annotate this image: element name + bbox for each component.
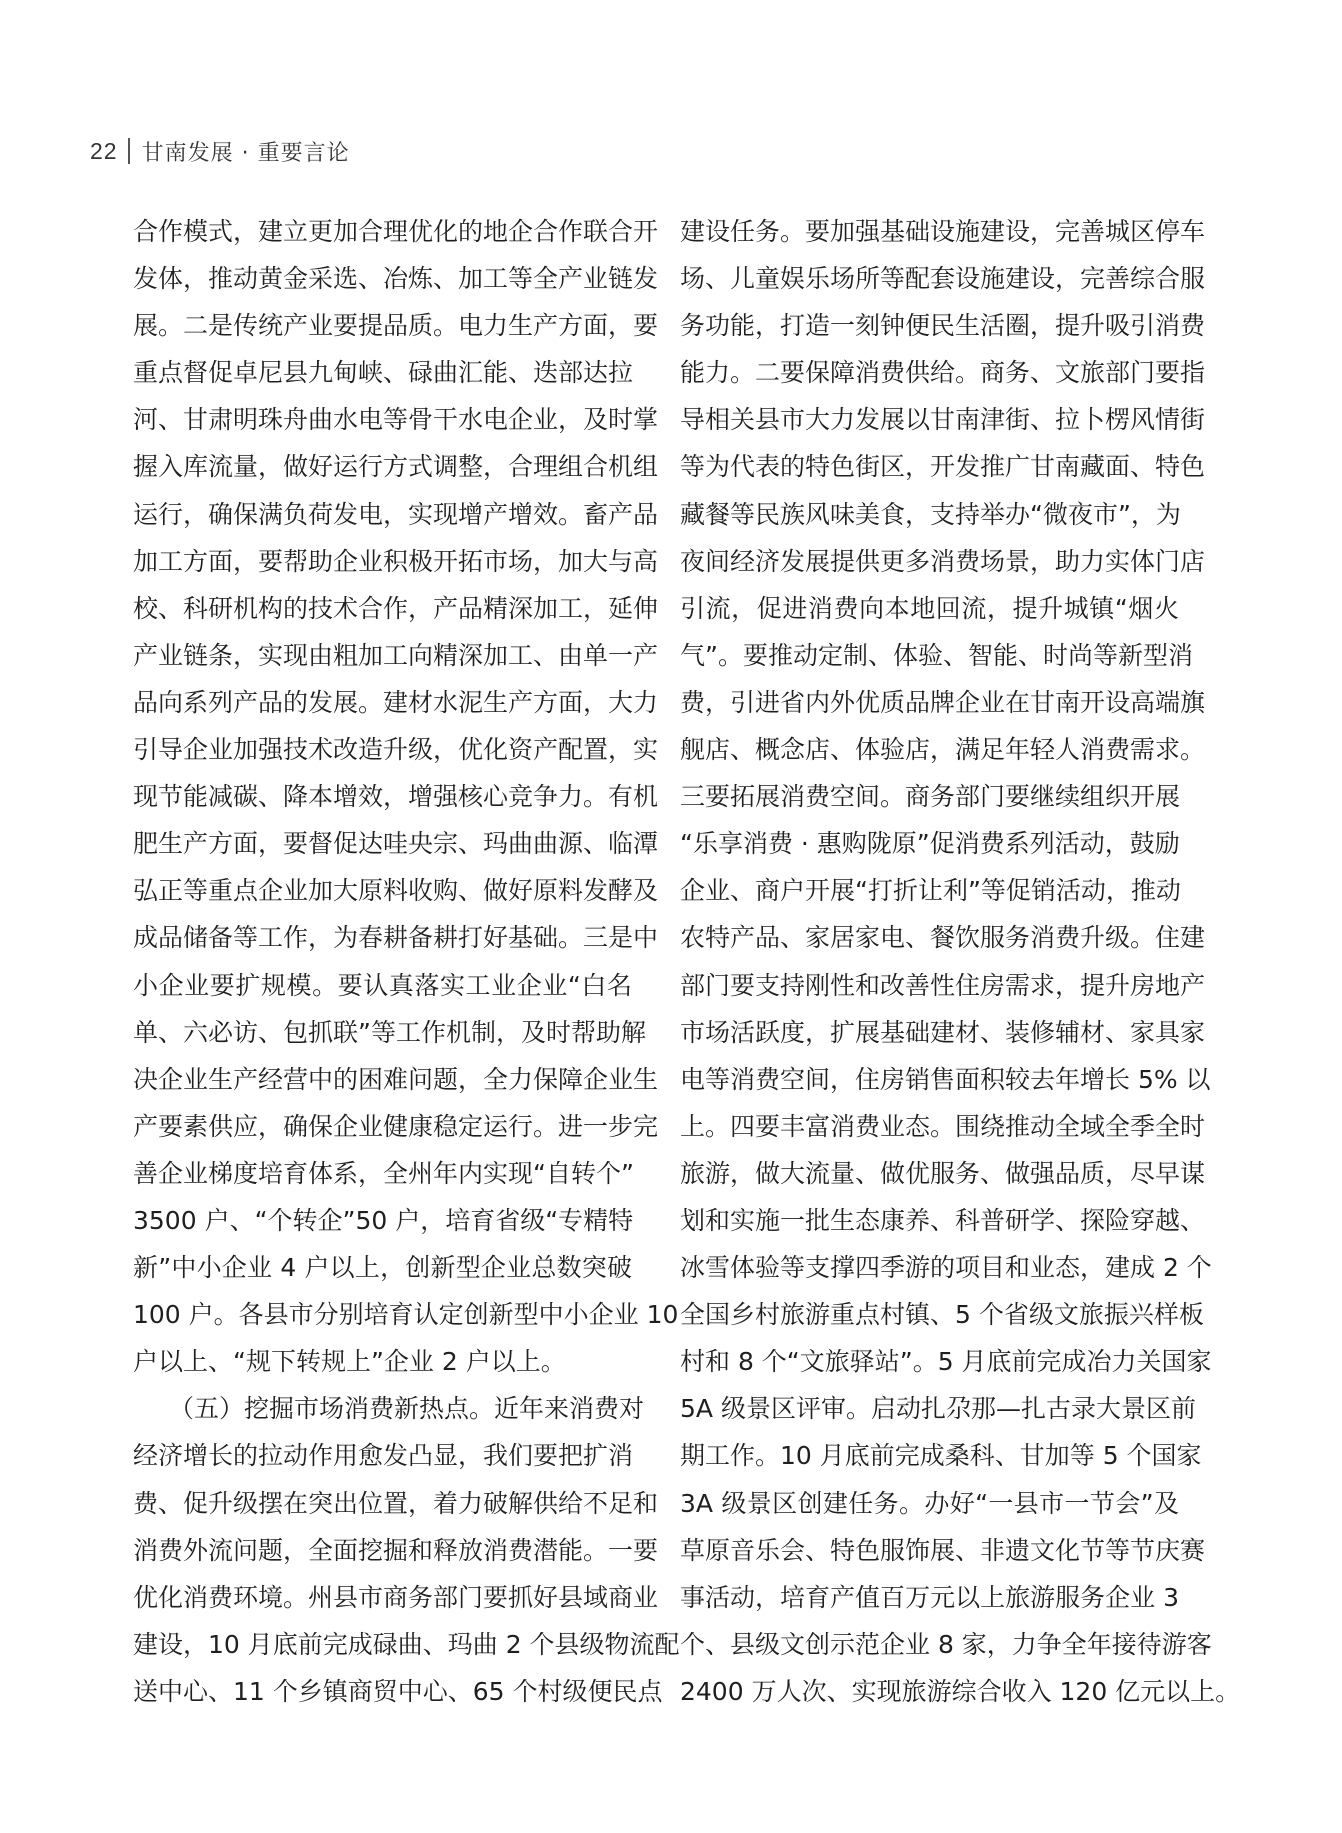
text-line: 握入库流量，做好运行方式调整，合理组合机组 [133, 452, 659, 482]
text-line: 气”。要推动定制、体验、智能、时尚等新型消 [680, 640, 1193, 670]
text-line: 三要拓展消费空间。商务部门要继续组织开展 [680, 782, 1181, 812]
left-column [133, 208, 680, 1715]
text-line: 新”中小企业 4 户以上，创新型企业总数突破 [133, 1253, 632, 1283]
right-column [680, 208, 1241, 1715]
text-line: 市场活跃度，扩展基础建材、装修辅材、家具家 [680, 1017, 1206, 1047]
text-line: 上。四要丰富消费业态。围绕推动全域全季全时 [680, 1111, 1206, 1141]
subsection-heading-line: （五）挖掘市场消费新热点。近年来消费对 [169, 1394, 645, 1424]
text-line: 期工作。10 月底前完成桑科、甘加等 5 个国家 [680, 1441, 1202, 1471]
text-line: 100 户。各县市分别培育认定创新型中小企业 10 [133, 1300, 679, 1330]
text-line: 河、甘肃明珠舟曲水电等骨干水电企业，及时掌 [133, 405, 659, 435]
text-line: 产要素供应，确保企业健康稳定运行。进一步完 [133, 1111, 659, 1141]
text-line: 费、促升级摆在突出位置，着力破解供给不足和 [133, 1488, 659, 1518]
text-line: 加工方面，要帮助企业积极开拓市场，加大与高 [133, 546, 659, 576]
paragraph-end-line: 2400 万人次、实现旅游综合收入 120 亿元以上。 [680, 1676, 1241, 1706]
text-line: 消费外流问题，全面挖掘和释放消费潜能。一要 [133, 1535, 659, 1565]
text-line: 引导企业加强技术改造升级，优化资产配置，实 [133, 735, 659, 765]
text-line: 3500 户、“个转企”50 户，培育省级“专精特 [133, 1205, 634, 1235]
text-line: 全国乡村旅游重点村镇、5 个省级文旅振兴样板 [680, 1300, 1204, 1330]
text-line: 引流，促进消费向本地回流，提升城镇“烟火 [680, 593, 1179, 623]
text-line: 善企业梯度培育体系，全州年内实现“自转个” [133, 1158, 634, 1188]
text-line: 农特产品、家居家电、餐饮服务消费升级。住建 [680, 923, 1206, 953]
text-line: 企业、商户开展“打折让利”等促销活动，推动 [680, 876, 1181, 906]
text-line: 发体，推动黄金采选、冶炼、加工等全产业链发 [133, 264, 659, 294]
paragraph-end-line: 户以上、“规下转规上”企业 2 户以上。 [133, 1347, 566, 1377]
running-header [90, 133, 350, 169]
text-line: 草原音乐会、特色服饰展、非遗文化节等节庆赛 [680, 1535, 1206, 1565]
text-line: 现节能减碳、降本增效，增强核心竞争力。有机 [133, 782, 659, 812]
text-line: 合作模式，建立更加合理优化的地企合作联合开 [133, 217, 659, 246]
text-line: 肥生产方面，要督促达哇央宗、玛曲曲源、临潭 [133, 829, 659, 859]
text-line: 弘正等重点企业加大原料收购、做好原料发酵及 [133, 876, 659, 906]
text-line: 个、县级文创示范企业 8 家，力争全年接待游客 [680, 1629, 1212, 1659]
text-line: 夜间经济发展提供更多消费场景，助力实体门店 [680, 546, 1206, 576]
text-line: 运行，确保满负荷发电，实现增产增效。畜产品 [133, 499, 659, 529]
text-line: 单、六必访、包抓联”等工作机制，及时帮助解 [133, 1017, 646, 1047]
text-line: 导相关县市大力发展以甘南津街、拉卜楞风情街 [680, 405, 1206, 435]
text-line: 送中心、11 个乡镇商贸中心、65 个村级便民点 [133, 1676, 663, 1706]
section-title: 甘南发展 · 重要言论 [141, 140, 350, 166]
text-line: 展。二是传统产业要提品质。电力生产方面，要 [133, 311, 659, 341]
text-line: 藏餐等民族风味美食，支持举办“微夜市”，为 [680, 499, 1181, 529]
text-line: 村和 8 个“文旅驿站”。5 月底前完成冶力关国家 [680, 1347, 1212, 1377]
text-line: 品向系列产品的发展。建材水泥生产方面，大力 [133, 687, 659, 717]
text-line: 决企业生产经营中的困难问题，全力保障企业生 [133, 1064, 659, 1094]
text-line: 校、科研机构的技术合作，产品精深加工，延伸 [133, 593, 659, 623]
text-line: 产业链条，实现由粗加工向精深加工、由单一产 [133, 640, 659, 670]
text-line: 建设，10 月底前完成碌曲、玛曲 2 个县级物流配 [133, 1629, 680, 1659]
header-divider [128, 138, 130, 164]
text-line: 5A 级景区评审。启动扎尕那—扎古录大景区前 [680, 1394, 1196, 1424]
text-line: 成品储备等工作，为春耕备耕打好基础。三是中 [133, 923, 659, 953]
text-line: 冰雪体验等支撑四季游的项目和业态，建成 2 个 [680, 1253, 1212, 1283]
text-line: 舰店、概念店、体验店，满足年轻人消费需求。 [680, 735, 1206, 765]
text-line: 场、儿童娱乐场所等配套设施建设，完善综合服 [680, 264, 1206, 294]
text-line: 建设任务。要加强基础设施建设，完善城区停车 [680, 217, 1206, 246]
text-line: 费，引进省内外优质品牌企业在甘南开设高端旗 [680, 687, 1206, 717]
text-line: 重点督促卓尼县九甸峡、碌曲汇能、迭部达拉 [133, 358, 634, 388]
text-line: 能力。二要保障消费供给。商务、文旅部门要指 [680, 358, 1206, 388]
text-line: 小企业要扩规模。要认真落实工业企业“白名 [133, 970, 632, 1000]
text-line: 3A 级景区创建任务。办好“一县市一节会”及 [680, 1488, 1179, 1518]
text-line: 等为代表的特色街区，开发推广甘南藏面、特色 [680, 452, 1206, 482]
text-line: 电等消费空间，住房销售面积较去年增长 5% 以 [680, 1064, 1211, 1094]
text-line: 部门要支持刚性和改善性住房需求，提升房地产 [680, 970, 1206, 1000]
text-line: 划和实施一批生态康养、科普研学、探险穿越、 [680, 1205, 1206, 1235]
text-line: “乐享消费 · 惠购陇原”促消费系列活动，鼓励 [680, 829, 1180, 859]
page-number: 22 [90, 137, 118, 164]
text-line: 旅游，做大流量、做优服务、做强品质，尽早谋 [680, 1158, 1206, 1188]
text-line: 事活动，培育产值百万元以上旅游服务企业 3 [680, 1582, 1179, 1612]
text-line: 务功能，打造一刻钟便民生活圈，提升吸引消费 [680, 311, 1206, 341]
text-line: 优化消费环境。州县市商务部门要抓好县域商业 [133, 1582, 659, 1612]
text-line: 经济增长的拉动作用愈发凸显，我们要把扩消 [133, 1441, 634, 1471]
